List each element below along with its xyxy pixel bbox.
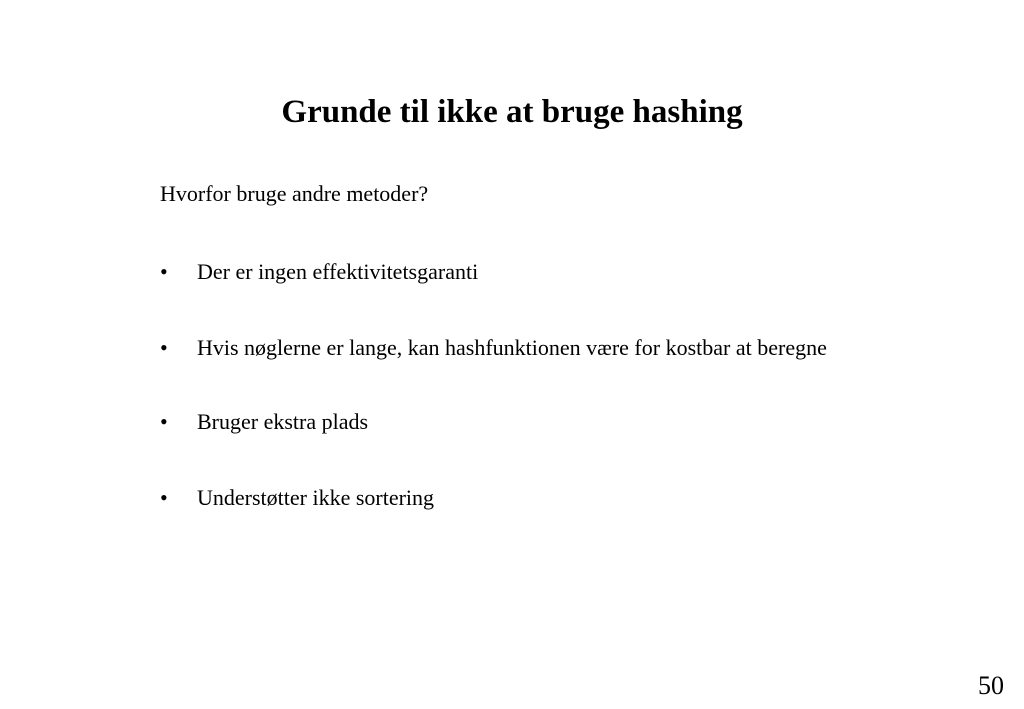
bullet-text: Understøtter ikke sortering — [197, 485, 435, 510]
bullet-dot-icon: • — [160, 409, 168, 434]
bullet-dot-icon: • — [160, 335, 168, 360]
bullet-item — [160, 406, 880, 438]
bullet-item — [160, 332, 880, 364]
bullet-item — [160, 482, 880, 514]
bullet-dot-icon: • — [160, 485, 168, 510]
bullet-text: Bruger ekstra plads — [197, 409, 369, 434]
slide-title: Grunde til ikke at bruge hashing — [281, 94, 743, 130]
page-number: 50 — [978, 671, 1004, 700]
bullet-item — [160, 256, 880, 288]
bullet-list — [160, 256, 880, 514]
bullet-dot-icon: • — [160, 259, 168, 284]
bullet-text: Hvis nøglerne er lange, kan hashfunktionen være for kostbar at beregne — [197, 335, 827, 360]
intro-question: Hvorfor bruge andre metoder? — [160, 181, 429, 206]
bullet-text: Der er ingen effektivitetsgaranti — [197, 259, 479, 284]
